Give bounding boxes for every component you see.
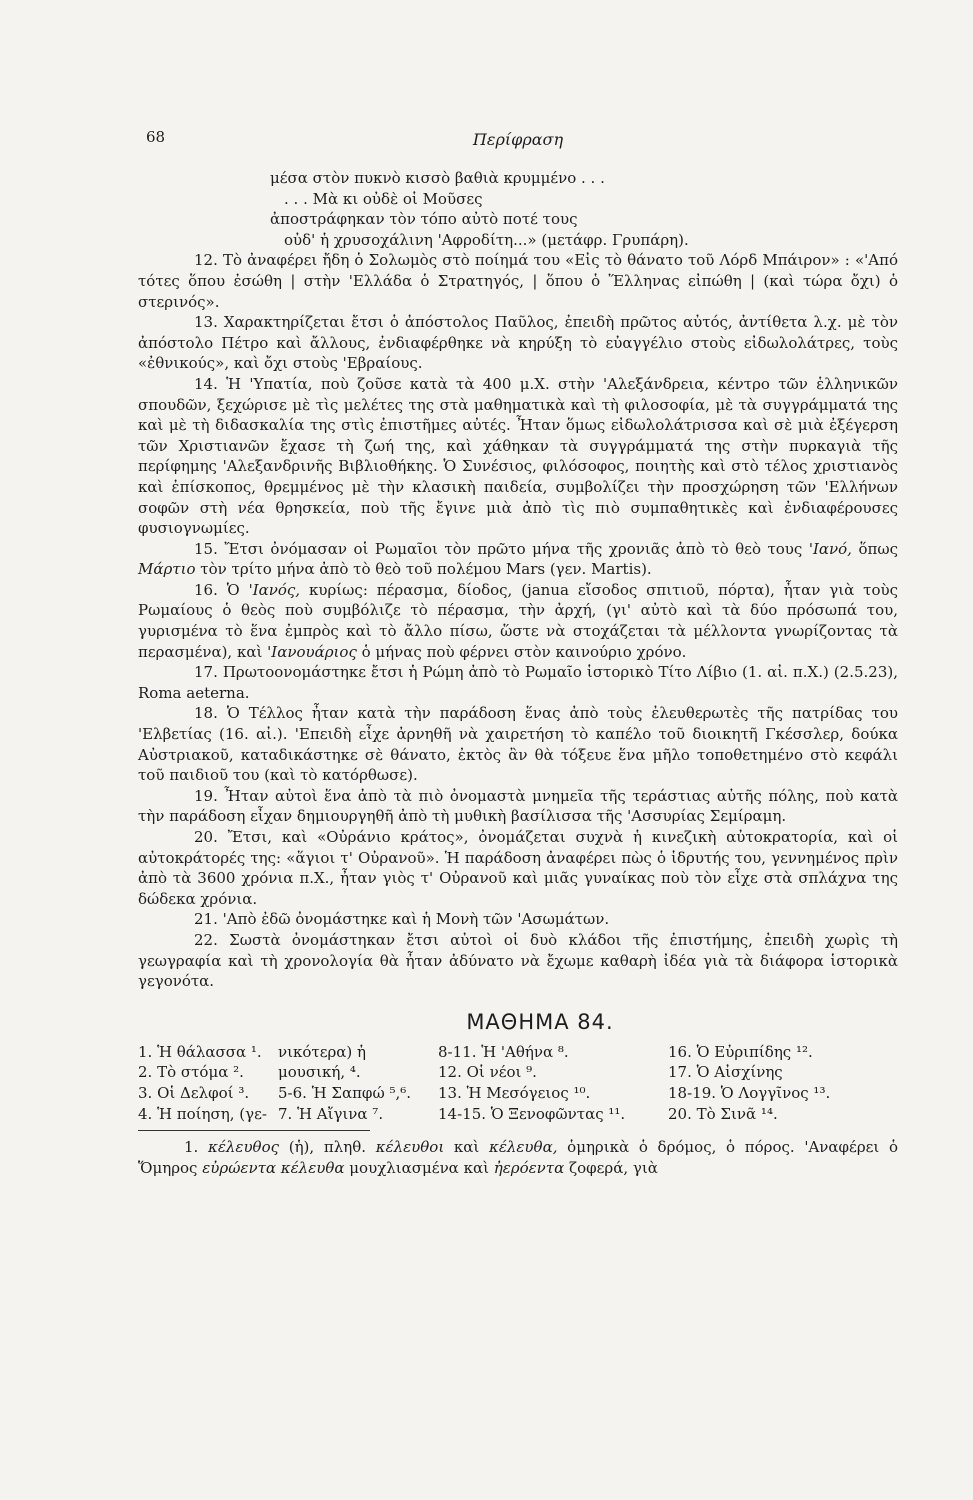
note-13: 13. Χαρακτηρίζεται ἔτσι ὁ ἀπόστολος Παῦλος, ἐπειδὴ πρῶτος αὐτός, ἀντίθετα λ.χ. μὲ τὸν ἀπόστολο Πέτρο καὶ ἄλλους, ἐνδιαφέρθηκε νὰ κηρύξη τὸ εὐαγγέλιο στοὺς εἰδωλολάτρες, τοὺς «ἐθνικούς», καὶ ὄχι στοὺς 'Εβραίους. <box>138 313 898 373</box>
foot-text: καὶ <box>444 1138 489 1157</box>
note-19: 19. Ἦταν αὐτοὶ ἕνα ἀπὸ τὰ πιὸ ὀνομαστὰ μνημεῖα τῆς τεράστιας αὐτῆς πόλης, ποὺ κατὰ τὴν παράδοση εἶχαν δημιουργηθῆ ἀπὸ τὴ μυθικὴ βασίλισσα τῆς 'Ασσυρίας Σεμίραμη. <box>138 786 898 826</box>
foot-italic: κέλευθα, <box>488 1138 558 1157</box>
poem-quote <box>138 168 898 250</box>
vocab-item: 1. Ἡ θάλασσα ¹. <box>138 1042 262 1061</box>
note-22: 22. Σωστὰ ὀνομάστηκαν ἔτσι αὐτοὶ οἱ δυὸ κλάδοι τῆς ἐπιστήμης, ἐπειδὴ χωρὶς τὴ γεωγραφία καὶ τὴ χρονολογία θὰ ἦταν ἀδύνατο νὰ ἔχωμε καθαρὴ ἰδέα γιὰ τὰ διάφορα ἱστορικὰ γεγονότα. <box>138 930 898 991</box>
vocab-item: 7. Ἡ Αἴγινα ⁷. <box>278 1104 384 1123</box>
note-15 <box>138 539 898 580</box>
quote-line: ἀποστράφηκαν τὸν τόπο αὐτὸ ποτέ τους <box>270 210 578 229</box>
vocab-item: 16. Ὁ Εὐριπίδης ¹². <box>668 1042 813 1061</box>
vocab-item: 2. Τὸ στόμα ². <box>138 1063 244 1082</box>
vocab-grid <box>138 1042 898 1124</box>
footnote-divider <box>138 1130 370 1131</box>
page-header <box>138 128 898 168</box>
foot-text: ζοφερά, γιὰ <box>564 1159 658 1178</box>
vocab-item: 5-6. Ἡ Σαπφώ ⁵,⁶. <box>278 1083 412 1102</box>
foot-italic: εὐρώεντα κέλευθα <box>202 1159 345 1178</box>
note-italic: 'Ιανό, <box>808 539 852 558</box>
note-text: ὅπως <box>851 539 898 558</box>
vocab-item: 4. Ἡ ποίηση, (γε- <box>138 1104 267 1123</box>
foot-text: (ἡ), πληθ. <box>279 1138 376 1157</box>
note-20: 20. Ἔτσι, καὶ «Οὐράνιο κράτος», ὀνομάζεται συχνὰ ἡ κινεζικὴ αὐτοκρατορία, καὶ οἱ αὐτοκράτορές της: «ἅγιοι τ' Οὐρανοῦ». Ἡ παράδοση ἀναφέρει πὼς ὁ ἱδρυτής του, γεννημένος πρὶν ἀπὸ τὰ 3600 χρόνια π.Χ., ἦταν γιὸς τ' Οὐρανοῦ καὶ μιᾶς γυναίκας ποὺ τὸν εἶχε στὰ σπλάχνα της δώδεκα χρόνια. <box>138 828 898 908</box>
vocab-item: μουσική, ⁴. <box>278 1063 361 1082</box>
vocab-item: 17. Ὁ Αἰσχίνης <box>668 1063 783 1082</box>
page-number: 68 <box>146 128 166 146</box>
note-14: 14. Ἡ 'Υπατία, ποὺ ζοῦσε κατὰ τὰ 400 μ.Χ. στὴν 'Αλεξάνδρεια, κέντρο τῶν ἑλληνικῶν σπουδῶν, ξεχώρισε μὲ τὶς μελέτες της στὰ μαθηματικὰ καὶ τὴ φιλοσοφία, μὲ τὰ συγγράμματά της καὶ μὲ τὴ διδασκαλία της στὶς ἐπιστῆμες αὐτές. Ἦταν ὅμως εἰδωλολάτρισσα καὶ σὲ μιὰ ἐξέγερση τῶν Χριστιανῶν ἔχασε τὴ ζωή της, καὶ χάθηκαν τὰ συγγράμματά της στὴν πυρκαγιὰ τῆς περίφημης 'Αλεξανδρινῆς Βιβλιοθήκης. Ὁ Συνέσιος, φιλόσοφος, ποιητὴς καὶ στὸ τέλος χριστιανὸς καὶ ἐπίσκοπος, θρεμμένος μὲ τὴν κλασικὴ παιδεία, συμβολίζει τὴν προσχώρηση τῶν 'Ελλήνων σοφῶν στὴ νέα θρησκεία, ποὺ τῆς ἔγινε μιὰ ἀπὸ τὶς πιὸ συμπαθητικὲς καὶ ἐνδιαφέρουσες φυσιογνωμίες. <box>138 374 898 538</box>
note-text: τὸν τρίτο μήνα ἀπὸ τὸ θεὸ τοῦ πολέμου Mars (γεν. Martis). <box>195 560 652 579</box>
foot-italic: κέλευθοι <box>375 1138 445 1157</box>
quote-line: . . . Μὰ κι οὐδὲ οἱ Μοῦσες <box>284 189 483 208</box>
note-12: 12. Τὸ ἀναφέρει ἤδη ὁ Σολωμὸς στὸ ποίημά του «Εἰς τὸ θάνατο τοῦ Λόρδ Μπάιρον» : «'Από τότες ὅπου ἐσώθη | στὴν 'Ελλάδα ὁ Στρατηγός, | ὅπου ὁ Ἕλληνας εἰπώθη | (καὶ τώρα ὄχι) ὁ στερινός». <box>138 251 898 311</box>
vocab-item: 3. Οἱ Δελφοί ³. <box>138 1083 250 1102</box>
foot-italic: κέλευθος <box>208 1138 280 1157</box>
vocab-item: 18-19. Ὁ Λογγῖνος ¹³. <box>668 1083 831 1102</box>
foot-text: 1. <box>184 1138 208 1157</box>
note-17: 17. Πρωτοονομάστηκε ἔτσι ἡ Ρώμη ἀπὸ τὸ Ρωμαῖο ἱστορικὸ Τίτο Λίβιο (1. αἰ. π.Χ.) (2.5.23), Roma aeterna. <box>138 663 898 702</box>
note-text: κυρίως: πέρασμα, δίοδος, (janua εἴσοδος σπιτιοῦ, πόρτα), ἦταν γιὰ τοὺς Ρωμαίους ὁ θεὸς ποὺ συμβόλιζε τὸ πέρασμα, τὴν ἀρχή, (γι' αὐτὸ καὶ τὰ δύο πρόσωπά του, γυρισμένα τὸ ἕνα ἐμπρὸς καὶ τὸ ἄλλο πίσω, ὥστε νὰ στοχάζεται τὰ μέλλοντα γνωρίζοντας τὰ περασμένα), καὶ <box>138 580 898 661</box>
page <box>138 128 898 1179</box>
vocab-item: νικότερα) ἡ <box>278 1042 367 1061</box>
note-18: 18. Ὁ Τέλλος ἦταν κατὰ τὴν παράδοση ἕνας ἀπὸ τοὺς ἐλευθερωτὲς τῆς πατρίδας του 'Ελβετίας (16. αἰ.). 'Επειδὴ εἶχε ἀρνηθῆ νὰ χαιρετήση τὸ καπέλο τοῦ διοικητῆ Γκέσσλερ, δούκα Αὐστριακοῦ, καταδικάστηκε σὲ θάνατο, ἐκτὸς ἂν θὰ τόξευε ἕνα μῆλο τοποθετημένο στὸ κεφάλι τοῦ παιδιοῦ του (καὶ τὸ κατόρθωσε). <box>138 704 898 785</box>
note-italic: Μάρτιο <box>138 560 196 579</box>
vocab-item: 8-11. Ἡ 'Αθήνα ⁸. <box>438 1042 569 1061</box>
footnote-1 <box>138 1137 898 1179</box>
vocab-item: 13. Ἡ Μεσόγειος ¹⁰. <box>438 1083 591 1102</box>
quote-line: οὐδ' ἡ χρυσοχάλινη 'Αφροδίτη...» (μετάφρ. Γρυπάρη). <box>284 230 689 249</box>
note-text: ὁ μήνας ποὺ φέρνει στὸν καινούριο χρόνο. <box>356 642 687 661</box>
vocab-item: 20. Τὸ Σινᾶ ¹⁴. <box>668 1104 778 1123</box>
vocab-item: 12. Οἱ νέοι ⁹. <box>438 1063 537 1082</box>
foot-italic: ἠερόεντα <box>493 1159 565 1178</box>
note-21: 21. 'Απὸ ἐδῶ ὀνομάστηκε καὶ ἡ Μονὴ τῶν 'Ασωμάτων. <box>194 910 610 929</box>
note-text: 15. Ἔτσι ὀνόμασαν οἱ Ρωμαῖοι τὸν πρῶτο μήνα τῆς χρονιᾶς ἀπὸ τὸ θεὸ τους <box>194 539 809 558</box>
note-italic: 'Ιανουάριος <box>267 642 357 661</box>
lesson-title: ΜΑΘΗΜΑ 84. <box>466 1009 614 1034</box>
running-title: Περίφραση <box>472 130 564 149</box>
foot-text: μουχλιασμένα καὶ <box>344 1159 494 1178</box>
note-text: 16. Ὁ <box>194 580 249 599</box>
vocab-item: 14-15. Ὁ Ξενοφῶντας ¹¹. <box>438 1104 626 1123</box>
quote-line: μέσα στὸν πυκνὸ κισσὸ βαθιὰ κρυμμένο . . . <box>270 169 605 187</box>
note-16 <box>138 580 898 662</box>
foot-text: ὁμηρικὰ ὁ δρόμος, ὁ πόρος. 'Αναφέρει ὁ Ὅμηρος <box>138 1138 899 1178</box>
note-italic: 'Ιανός, <box>248 580 301 599</box>
